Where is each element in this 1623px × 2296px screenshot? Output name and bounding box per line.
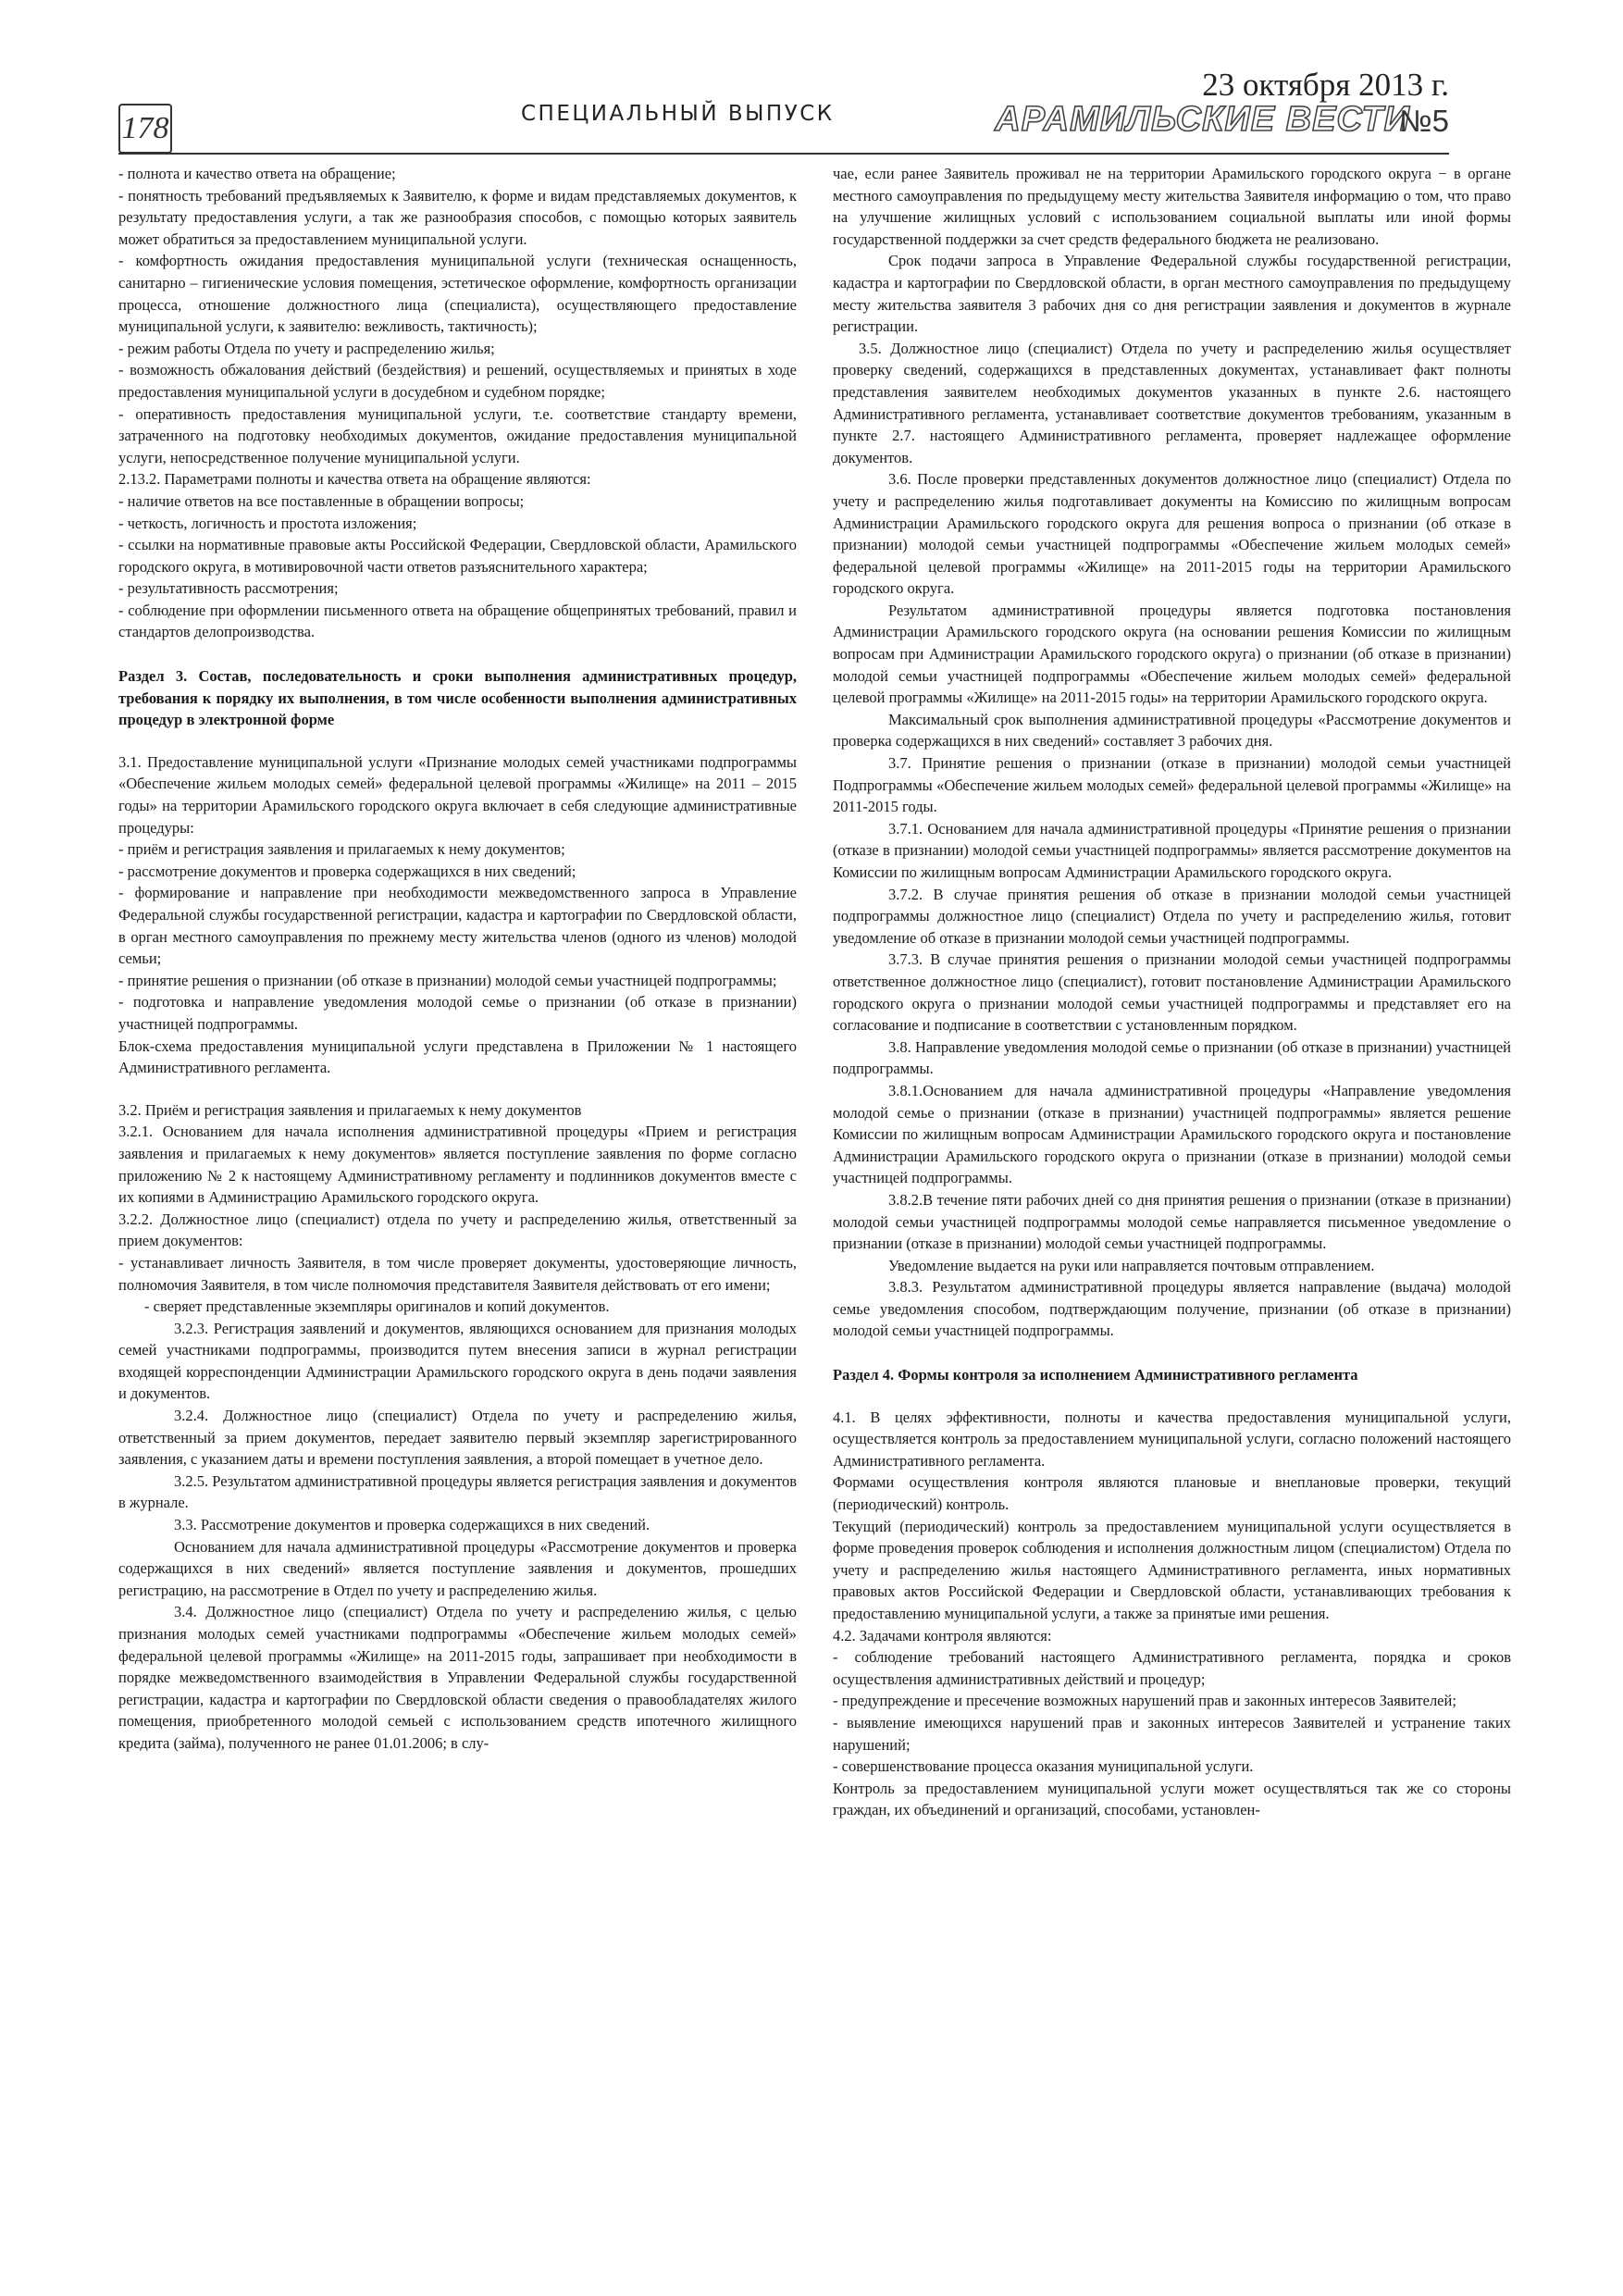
page-number: 178	[118, 104, 172, 154]
paragraph: - результативность рассмотрения;	[118, 579, 339, 598]
paragraph: 3.7.3. В случае принятия решения о признании молодой семьи участницей подпрограммы ответственное должностное лицо (специалист), готовит постановление Администрации Арамильского городского округа о признании молодой семьи участницей подпрограммы и представляет его на согласование и подписание в соответствии с установленным порядком.	[833, 950, 1511, 1035]
paragraph: 3.8.1.Основанием для начала административной процедуры «Направление уведомления молодой семье о признании (отказе в признании) участницей подпрограммы» является решение Комиссии по жилищным вопросам Администрации Арамильского городского округа и постановление Администрации Арамильского городского округа о признании (отказе в признании) молодой семьи участницей подпрограммы.	[833, 1081, 1511, 1187]
paragraph: - формирование и направление при необходимости межведомственного запроса в Управление Федеральной службы государственной регистрации, кадастра и картографии по Свердловской области, в орган местного самоуправления по прежнему месту жительства членов (одного из членов) молодой семьи;	[118, 884, 797, 968]
paragraph: 3.2.1. Основанием для начала исполнения административной процедуры «Прием и регистрация заявления и прилагаемых к нему документов» является поступление заявления по форме согласно приложению № 2 к настоящему Административному регламенту и подлинников документов вместе с их копиями в Администрацию Арамильского городского округа.	[118, 1123, 797, 1207]
paragraph: Контроль за предоставлением муниципальной услуги может осуществляться так же со стороны граждан, их объединений и организаций, способами, установлен-	[833, 1779, 1511, 1819]
paragraph: - комфортность ожидания предоставления муниципальной услуги (техническая оснащенность, санитарно – гигиенические условия помещения, эстетическое оформление, комфортность организации процесса, отношение должностного лица (специалиста), осуществляющего предоставление муниципальной услуги, к заявителю: вежливость, тактичность);	[118, 252, 797, 336]
paragraph: Блок-схема предоставления муниципальной услуги представлена в Приложении № 1 настоящего Административного регламента.	[118, 1036, 797, 1077]
paragraph: - подготовка и направление уведомления молодой семье о признании (об отказе в признании) участницей подпрограммы.	[118, 993, 797, 1033]
paragraph: Уведомление выдается на руки или направляется почтовым отправлением.	[888, 1256, 1375, 1274]
paragraph: - устанавливает личность Заявителя, в том числе проверяет документы, удостоверяющие личность, полномочия Заявителя, в том числе полномочия представителя Заявителя действовать от его имени;	[118, 1253, 797, 1294]
section-heading: Раздел 3. Состав, последовательность и сроки выполнения административных процедур, требования к порядку их выполнения, в том числе особенности выполнения административных процедур в электронной форме	[118, 667, 797, 729]
paragraph: чае, если ранее Заявитель проживал не на территории Арамильского городского округа − в органе местного самоуправления по предыдущему месту жительства Заявителя информацию о том, что право на улучшение жилищных условий с использованием социальной выплаты или иной формы государственной поддержки за счет средств федерального бюджета не реализовано.	[833, 165, 1511, 248]
paragraph: Срок подачи запроса в Управление Федеральной службы государственной регистрации, кадастра и картографии по Свердловской области, в орган местного самоуправления по предыдущему месту жительства заявителя 3 рабочих дня со дня регистрации заявления и документов в журнале регистрации.	[833, 252, 1511, 336]
paragraph: - режим работы Отдела по учету и распределению жилья;	[118, 339, 495, 357]
paragraph: 4.2. Задачами контроля являются:	[833, 1626, 1052, 1644]
paragraph: - рассмотрение документов и проверка содержащихся в них сведений;	[118, 862, 576, 880]
paragraph: - четкость, логичность и простота изложения;	[118, 514, 417, 532]
paragraph: Основанием для начала административной процедуры «Рассмотрение документов и проверка содержащихся в них сведений» является поступление заявления и документов, прошедших регистрацию, на рассмотрение в Отдел по учету и распределению жилья.	[118, 1537, 797, 1599]
paragraph: 3.3. Рассмотрение документов и проверка содержащихся в них сведений.	[174, 1516, 650, 1534]
paragraph: - предупреждение и пресечение возможных нарушений прав и законных интересов Заявителей;	[833, 1692, 1456, 1710]
right-column	[833, 163, 1511, 1821]
issue-number: №5	[1399, 104, 1449, 138]
paragraph: Результатом административной процедуры является подготовка постановления Администрации Арамильского городского округа (на основании решения Комиссии по жилищным вопросам при Администрации Арамильского городского округа) о признании (об отказе в признании) молодой семьи участницей подпрограммы «Обеспечение жильем молодых семей» федеральной целевой программы «Жилище» на 2011-2015 годы» на территории Арамильского городского округа.	[833, 601, 1511, 707]
paragraph: - оперативность предоставления муниципальной услуги, т.е. соответствие стандарту времени, затраченного на подготовку необходимых документов, ожидание предоставления муниципальной услуги, непосредственное получение муниципальной услуги.	[118, 404, 797, 466]
paragraph: 3.2. Приём и регистрация заявления и прилагаемых к нему документов	[118, 1100, 582, 1119]
paragraph: 3.4. Должностное лицо (специалист) Отдела по учету и распределению жилья, с целью признания молодых семей участниками подпрограммы «Обеспечение жильем молодых семей» федеральной целевой программы «Жилище» на 2011-2015 годы, запрашивает при необходимости в порядке межведомственного взаимодействия в Управлении Федеральной службы государственной регистрации, кадастра и картографии по Свердловской области сведения о правообладателях жилого помещения, приобретенного молодой семьей с использованием средств ипотечного жилищного кредита (займа), полученного не ранее 01.01.2006; в слу-	[118, 1603, 797, 1752]
paragraph: 3.2.3. Регистрация заявлений и документов, являющихся основанием для признания молодых семей участниками подпрограммы, производится путем внесения записи в журнал регистрации входящей корреспонденции Администрации Арамильского городского округа в день подачи заявления и документов.	[118, 1319, 797, 1403]
paragraph: - выявление имеющихся нарушений прав и законных интересов Заявителей и устранение таких нарушений;	[833, 1713, 1511, 1754]
paragraph: 3.8.3. Результатом административной процедуры является направление (выдача) молодой семье уведомления способом, подтверждающим получение, признании (об отказе в признании) молодой семьи участницей подпрограммы.	[833, 1278, 1511, 1340]
paragraph: 3.7. Принятие решения о признании (отказе в признании) молодой семьи участницей Подпрограммы «Обеспечение жильем молодых семей» федеральной целевой программы «Жилище» на 2011-2015 годы.	[833, 754, 1511, 816]
issue-date: 23 октября 2013 г.	[1202, 67, 1449, 103]
paragraph: 3.6. После проверки представленных документов должностное лицо (специалист) Отдела по учету и распределению жилья подготавливает документы на Комиссию по жилищным вопросам Администрации Арамильского городского округа для решения вопроса о признании (об отказе в признании) молодой семьи участницей подпрограммы «Обеспечение жильем молодых семей» федеральной целевой программы «Жилище» на 2011-2015 годы на территории Арамильского городского округа.	[833, 470, 1511, 598]
paragraph: 3.2.4. Должностное лицо (специалист) Отдела по учету и распределению жилья, ответственный за прием документов, передает заявителю первый экземпляр зарегистрированного заявления, с указанием даты и времени поступления заявления, а второй помещает в учетное дело.	[118, 1407, 797, 1469]
paragraph: 3.8.2.В течение пяти рабочих дней со дня принятия решения о признании (отказе в признании) молодой семьи участницей подпрограммы молодой семье направляется письменное уведомление о признании (отказе в признании) молодой семьи участницей подпрограммы.	[833, 1190, 1511, 1253]
paragraph: - приём и регистрация заявления и прилагаемых к нему документов;	[118, 840, 565, 859]
section-heading: Раздел 4. Формы контроля за исполнением Административного регламента	[833, 1366, 1358, 1384]
paragraph: 3.8. Направление уведомления молодой семье о признании (об отказе в признании) участницей подпрограммы.	[833, 1037, 1511, 1078]
left-column	[118, 163, 797, 1755]
newspaper-masthead: АРАМИЛЬСКИЕ ВЕСТИ	[995, 100, 1410, 139]
paragraph: - наличие ответов на все поставленные в обращении вопросы;	[118, 491, 525, 510]
paragraph: - принятие решения о признании (об отказе в признании) молодой семьи участницей подпрограммы;	[118, 971, 777, 989]
header-rule	[118, 153, 1449, 155]
paragraph: Максимальный срок выполнения административной процедуры «Рассмотрение документов и проверка содержащихся в них сведений» составляет 3 рабочих дня.	[833, 710, 1511, 751]
paragraph: 3.2.5. Результатом административной процедуры является регистрация заявления и документов в журнале.	[118, 1471, 797, 1512]
section-title: СПЕЦИАЛЬНЫЙ ВЫПУСК	[521, 102, 835, 126]
paragraph: 3.7.2. В случае принятия решения об отказе в признании молодой семьи участницей подпрограммы должностное лицо (специалист) Отдела по учету и распределению жилья, готовит уведомление об отказе в признании молодой семьи участницей подпрограммы.	[833, 885, 1511, 947]
paragraph: - соблюдение требований настоящего Административного регламента, порядка и сроков осуществления административных действий и процедур;	[833, 1648, 1511, 1688]
paragraph: - сверяет представленные экземпляры оригиналов и копий документов.	[144, 1297, 610, 1316]
paragraph: Формами осуществления контроля являются плановые и внеплановые проверки, текущий (периодический) контроль.	[833, 1473, 1511, 1514]
paragraph: - полнота и качество ответа на обращение;	[118, 165, 396, 182]
paragraph: 2.13.2. Параметрами полноты и качества ответа на обращение являются:	[118, 470, 591, 489]
paragraph: 3.5. Должностное лицо (специалист) Отдела по учету и распределению жилья осуществляет проверку сведений, содержащихся в представленных документах, устанавливает факт полноты представления заявителем необходимых документов указанных в пункте 2.6. настоящего Административного регламента, устанавливает соответствие документов требованиям, указанным в пункте 2.7. настоящего Административного регламента, проверяет надлежащее оформление документов.	[833, 339, 1511, 466]
paragraph: 3.2.2. Должностное лицо (специалист) отдела по учету и распределению жилья, ответственный за прием документов:	[118, 1210, 797, 1250]
paragraph: - совершенствование процесса оказания муниципальной услуги.	[833, 1757, 1254, 1776]
paragraph: - возможность обжалования действий (бездействия) и решений, осуществляемых и принятых в ходе предоставления муниципальной услуги в досудебном и судебном порядке;	[118, 361, 797, 401]
paragraph: 4.1. В целях эффективности, полноты и качества предоставления муниципальной услуги, осуществляется контроль за предоставлением муниципальной услуги, согласно положений настоящего Административного регламента.	[833, 1408, 1511, 1470]
paragraph: Текущий (периодический) контроль за предоставлением муниципальной услуги осуществляется в форме проведения проверок соблюдения и исполнения должностным лицом (специалистом) Отдела по учету и распределению жилья настоящего Административного регламента, иных нормативных правовых актов Российской Федерации и Свердловской области, устанавливающих требования к предоставлению муниципальной услуги, а также за принятые ими решения.	[833, 1517, 1511, 1622]
paragraph: 3.1. Предоставление муниципальной услуги «Признание молодых семей участниками подпрограммы «Обеспечение жильем молодых семей» федеральной целевой программы «Жилище» на 2011 – 2015 годы» на территории Арамильского городского округа включает в себя следующие административные процедуры:	[118, 752, 797, 837]
paragraph: - ссылки на нормативные правовые акты Российской Федерации, Свердловской области, Арамильского городского округа, в мотивировочной части ответов разъяснительного характера;	[118, 536, 797, 576]
paragraph: 3.7.1. Основанием для начала административной процедуры «Принятие решения о признании (отказе в признании) молодой семьи участницей подпрограммы» является рассмотрение документов на Комиссии по жилищным вопросам Администрации Арамильского городского округа.	[833, 819, 1511, 881]
paragraph: - понятность требований предъявляемых к Заявителю, к форме и видам представляемых документов, к результату предоставления услуги, а так же разнообразия способов, с помощью которых заявитель может обратиться за предоставлением муниципальной услуги.	[118, 186, 797, 248]
paragraph: - соблюдение при оформлении письменного ответа на обращение общепринятых требований, правил и стандартов делопроизводства.	[118, 601, 797, 641]
